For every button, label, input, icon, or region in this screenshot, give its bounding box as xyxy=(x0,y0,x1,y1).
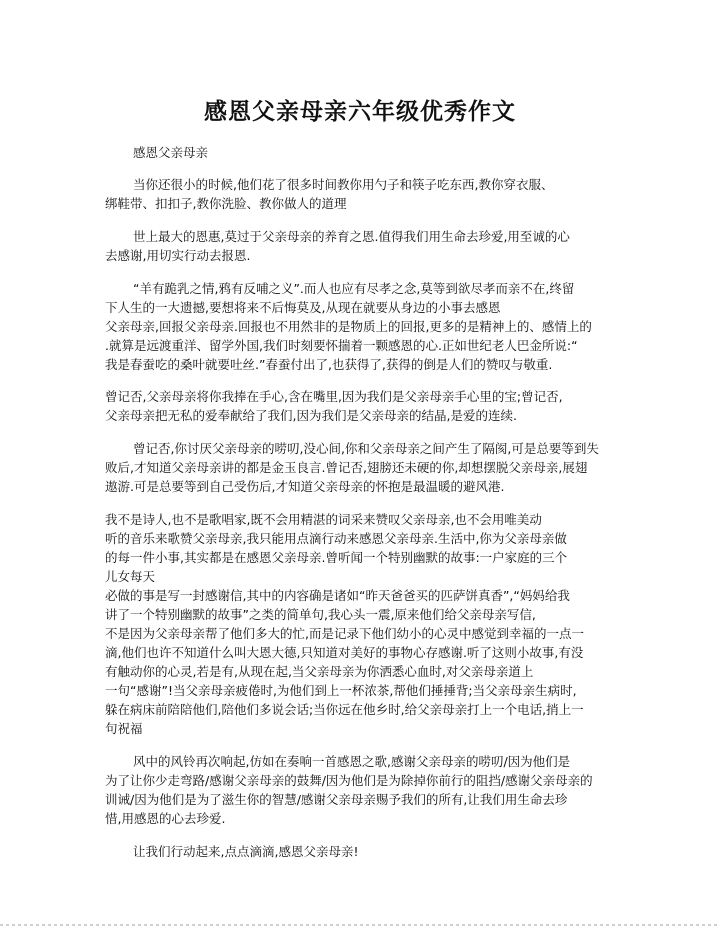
paragraph-8: 让我们行动起来,点点滴滴,感恩父亲母亲! xyxy=(133,844,359,859)
paragraph-3: “羊有跪乳之情,鸦有反哺之义”.而人也应有尽孝之念,莫等到欲尽孝而亲不在,终留 下人生的一大遗撼,要想将来不后悔莫及,从现在就要从身边的小事去感恩 父亲母亲,回报父亲母亲.回报也不用然非的是物质上的回报,更多的是精神上的、感情上的 .就算是远渡重洋、留学外国,我们时刻要怀揣着一颗感恩的心.正如世纪老人巴金所说:“ 我是春蚕吃的桑叶就要吐丝.”春蚕付出了,也获得了,获得的倒是人们的赞叹与敬重. xyxy=(105,281,592,372)
subtitle: 感恩父亲母亲 xyxy=(133,145,209,160)
document-title: 感恩父亲母亲六年级优秀作文 xyxy=(204,99,516,125)
paragraph-6: 我不是诗人,也不是歌唱家,既不会用精湛的词采来赞叹父亲母亲,也不会用唯美动 听的音乐来歌赞父亲母亲,我只能用点滴行动来感恩父亲母亲.生活中,你为父亲母亲做 的每一件小事,其实都是在感恩父亲母亲.曾听闻一个特别幽默的故事:一户家庭的三个 儿女每天 必做的事是写一封感谢信,其中的内容确是诸如“昨天爸爸买的匹萨饼真香”,“妈妈给我 讲了一个特别幽默的故事”之类的简单句,我心头一震,原来他们给父亲母亲写信, 不是因为父亲母亲帮了他们多大的忙,而是记录下他们幼小的心灵中感觉到幸福的一点一 滴,他们也许不知道什么叫大恩大德,只知道对美好的事物心存感谢.听了这则小故事,有没 有触动你的心灵,若是有,从现在起,当父亲母亲为你洒悉心血时,对父亲母亲道上 一句“感谢”!当父亲母亲疲倦时,为他们到上一杯浓茶,帮他们捶捶背;当父亲母亲生病时, 躲在病床前陪陪他们,陪他们多说会话;当你远在他乡时,给父亲母亲打上一个电话,捎上一 句祝福 xyxy=(105,512,584,736)
paragraph-1: 当你还很小的时候,他们花了很多时间教你用勺子和筷子吃东西,教你穿衣服、 绑鞋带、扣扣子,教你洗脸、教你做人的道理 xyxy=(105,177,554,211)
paragraph-4: 曾记否,父亲母亲将你我捧在手心,含在嘴里,因为我们是父亲母亲手心里的宝;曾记否, 父亲母亲把无私的爱奉献给了我们,因为我们是父亲母亲的结晶,是爱的连续. xyxy=(105,389,563,423)
page-bottom-divider xyxy=(0,924,720,926)
paragraph-7: 风中的风铃再次响起,仿如在奏响一首感恩之歌,感谢父亲母亲的唠叨/因为他们是 为了让你少走弯路/感谢父亲母亲的鼓舞/因为他们是为除掉你前行的阻挡/感谢父亲母亲的 训诫/因为他们是为了滋生你的智慧/感谢父亲母亲赐予我们的所有,让我们用生命去珍 惜,用感恩的心去珍爱. xyxy=(105,754,593,826)
paragraph-5: 曾记否,你讨厌父亲母亲的唠叨,没心间,你和父亲母亲之间产生了隔阂,可是总要等到失 败后,才知道父亲母亲讲的都是金玉良言.曾记否,翅膀还未硬的你,却想摆脱父亲母亲,展翅 遨游.可是总要等到自己受伤后,才知道父亲母亲的怀抱是最温暖的避风港. xyxy=(105,441,599,494)
paragraph-2: 世上最大的恩惠,莫过于父亲母亲的养育之恩.值得我们用生命去珍爱,用至诚的心 去感谢,用切实行动去报恩. xyxy=(105,229,570,263)
document-body xyxy=(105,143,625,861)
